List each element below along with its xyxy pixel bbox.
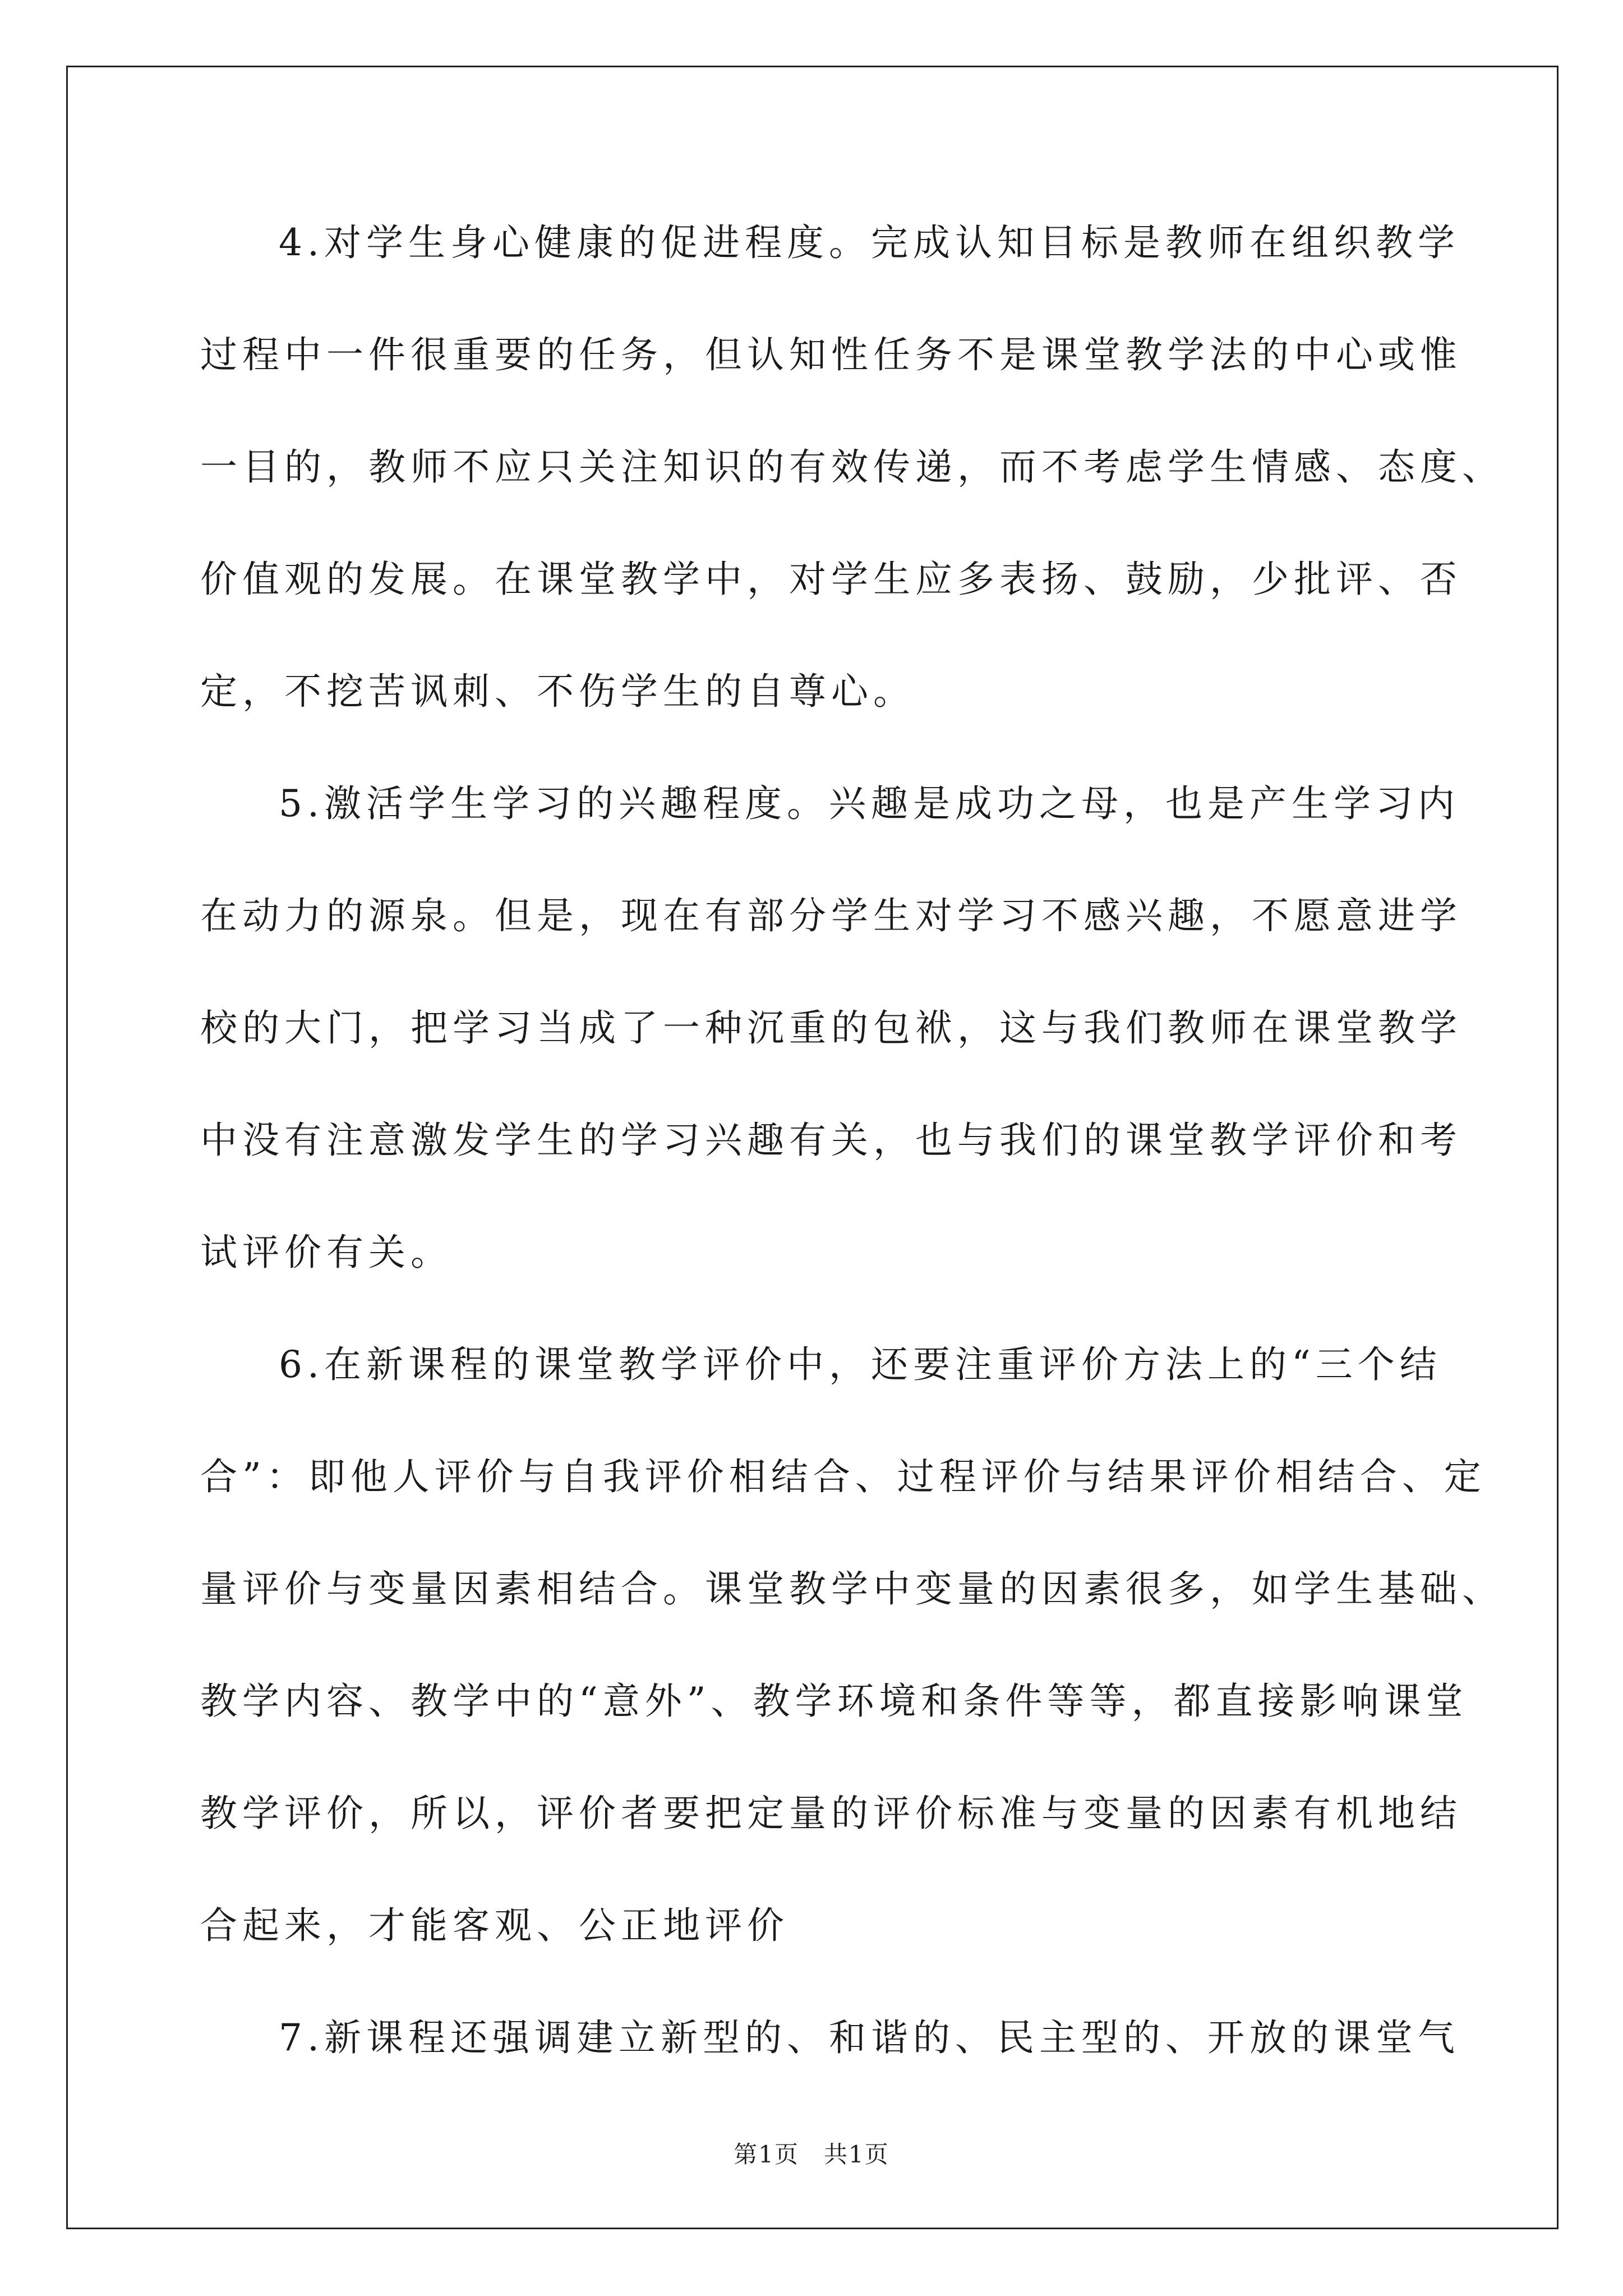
page-number-footer: 第1页 共1页 [734, 2141, 889, 2168]
paragraph-1-line-4: 价值观的发展。在课堂教学中，对学生应多表扬、鼓励，少批评、否 [200, 558, 1462, 601]
paragraph-1-line-1: 4.对学生身心健康的促进程度。完成认知目标是教师在组织教学 [279, 221, 1460, 264]
paragraph-1-line-3: 一目的，教师不应只关注知识的有效传递，而不考虑学生情感、态度、 [200, 445, 1504, 489]
paragraph-2-line-4: 中没有注意激发学生的学习兴趣有关，也与我们的课堂教学评价和考 [200, 1119, 1462, 1162]
paragraph-3-line-3: 量评价与变量因素相结合。课堂教学中变量的因素很多，如学生基础、 [200, 1567, 1504, 1611]
paragraph-4-line-1: 7.新课程还强调建立新型的、和谐的、民主型的、开放的课堂气 [279, 2016, 1460, 2059]
paragraph-2-line-2: 在动力的源泉。但是，现在有部分学生对学习不感兴趣，不愿意进学 [200, 894, 1462, 937]
paragraph-3-line-5: 教学评价，所以，评价者要把定量的评价标准与变量的因素有机地结 [200, 1792, 1462, 1835]
paragraph-1-line-5: 定，不挖苦讽刺、不伤学生的自尊心。 [200, 670, 915, 713]
paragraph-3-line-1: 6.在新课程的课堂教学评价中，还要注重评价方法上的“三个结 [279, 1343, 1442, 1386]
paragraph-1-line-2: 过程中一件很重要的任务，但认知性任务不是课堂教学法的中心或惟 [200, 333, 1462, 376]
paragraph-2-line-1: 5.激活学生学习的兴趣程度。兴趣是成功之母，也是产生学习内 [279, 782, 1460, 825]
paragraph-2-line-5: 试评价有关。 [200, 1231, 453, 1274]
paragraph-3-line-6: 合起来，才能客观、公正地评价 [200, 1904, 789, 1947]
paragraph-3-line-2: 合”：即他人评价与自我评价相结合、过程评价与结果评价相结合、定 [200, 1455, 1486, 1498]
paragraph-3-line-4: 教学内容、教学中的“意外”、教学环境和条件等等，都直接影响课堂 [200, 1680, 1468, 1723]
paragraph-2-line-3: 校的大门，把学习当成了一种沉重的包袱，这与我们教师在课堂教学 [200, 1006, 1462, 1050]
